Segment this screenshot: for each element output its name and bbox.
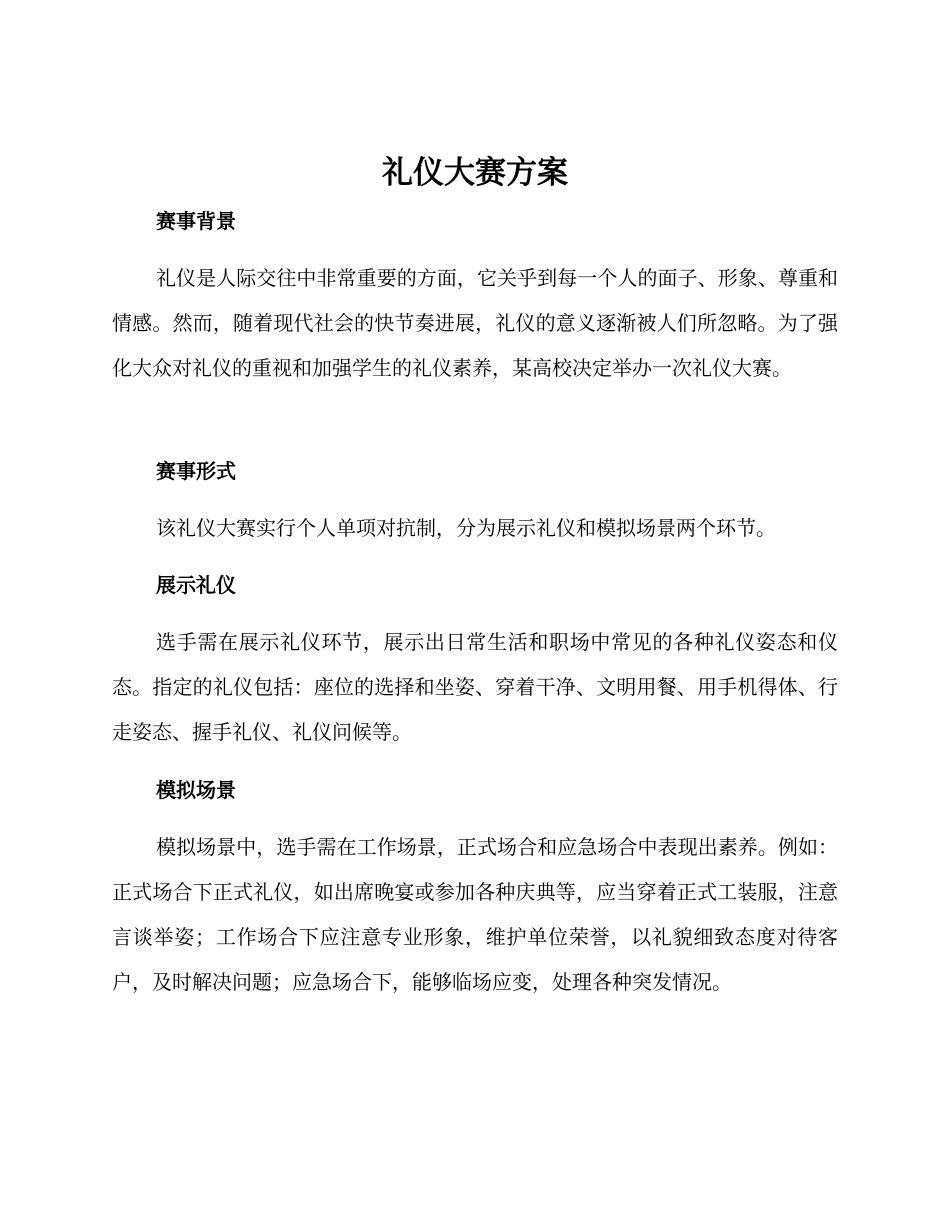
section-body-simulation: 模拟场景中，选手需在工作场景，正式场合和应急场合中表现出素养。例如：正式场合下正式礼仪，如出席晚宴或参加各种庆典等，应当穿着正式工装服，注意言谈举姿；工作场合下应注意专业形象，维护单位荣誉，以礼貌细致态度对待客户，及时解决问题；应急场合下，能够临场应变，处理各种突发情况。 xyxy=(112,835,838,994)
section-body-showcase: 选手需在展示礼仪环节，展示出日常生活和职场中常见的各种礼仪姿态和仪态。指定的礼仪包括：座位的选择和坐姿、穿着干净、文明用餐、用手机得体、行走姿态、握手礼仪、礼仪问候等。 xyxy=(112,630,838,744)
section-heading-showcase: 展示礼仪 xyxy=(156,573,236,597)
section-body-format: 该礼仪大赛实行个人单项对抗制，分为展示礼仪和模拟场景两个环节。 xyxy=(156,516,776,540)
section-heading-simulation: 模拟场景 xyxy=(156,778,236,802)
document-title: 礼仪大赛方案 xyxy=(382,155,568,191)
section-body-background: 礼仪是人际交往中非常重要的方面，它关乎到每一个人的面子、形象、尊重和情感。然而，随着现代社会的快节奏进展，礼仪的意义逐渐被人们所忽略。为了强化大众对礼仪的重视和加强学生的礼仪素养，某高校决定举办一次礼仪大赛。 xyxy=(112,266,838,380)
section-heading-background: 赛事背景 xyxy=(156,209,236,233)
section-heading-format: 赛事形式 xyxy=(156,459,236,483)
